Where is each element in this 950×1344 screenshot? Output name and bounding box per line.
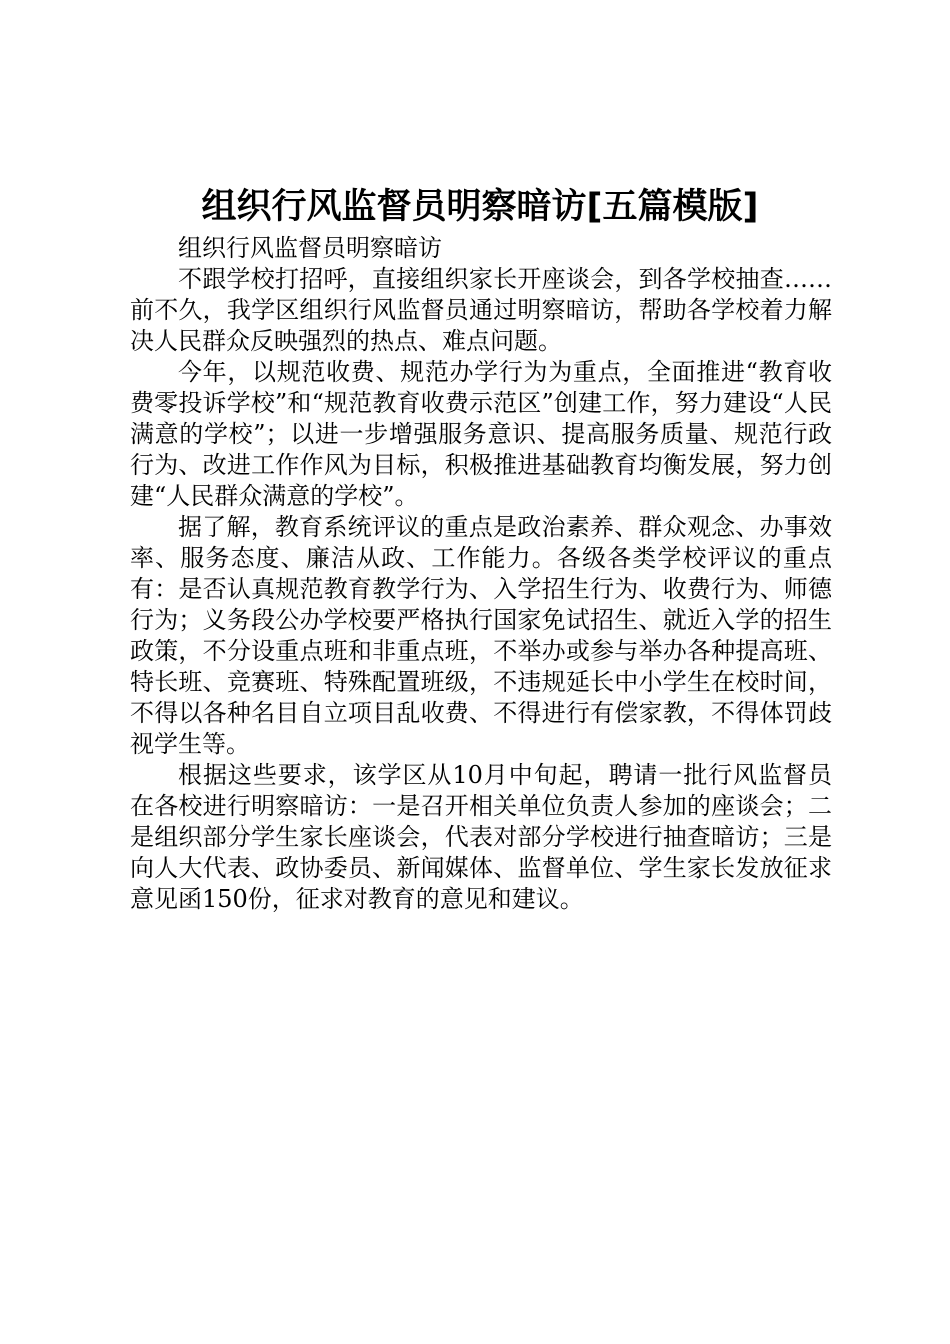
document-title: 组织行风监督员明察暗访[五篇模版] [201, 187, 759, 227]
document-body [130, 233, 832, 915]
body-paragraph: 根据这些要求，该学区从10月中旬起，聘请一批行风监督员在各校进行明察暗访：一是召开相关单位负责人参加的座谈会；二是组织部分学生家长座谈会，代表对部分学校进行抽查暗访；三是向人大代表、政协委员、新闻媒体、监督单位、学生家长发放征求意见函150份，征求对教育的意见和建议。 [130, 761, 832, 913]
subtitle-paragraph: 组织行风监督员明察暗访 [178, 234, 442, 262]
body-paragraph: 今年，以规范收费、规范办学行为为重点，全面推进“教育收费零投诉学校”和“规范教育收费示范区”创建工作，努力建设“人民满意的学校”；以进一步增强服务意识、提高服务质量、规范行政行为、改进工作作风为目标，积极推进基础教育均衡发展，努力创建“人民群众满意的学校”。 [130, 358, 832, 510]
body-paragraph: 不跟学校打招呼，直接组织家长开座谈会，到各学校抽查……前不久，我学区组织行风监督员通过明察暗访，帮助各学校着力解决人民群众反映强烈的热点、难点问题。 [130, 265, 832, 355]
body-paragraph: 据了解，教育系统评议的重点是政治素养、群众观念、办事效率、服务态度、廉洁从政、工作能力。各级各类学校评议的重点有：是否认真规范教育教学行为、入学招生行为、收费行为、师德行为；义务段公办学校要严格执行国家免试招生、就近入学的招生政策，不分设重点班和非重点班，不举办或参与举办各种提高班、特长班、竞赛班、特殊配置班级，不违规延长中小学生在校时间，不得以各种名目自立项目乱收费、不得进行有偿家教，不得体罚歧视学生等。 [130, 513, 832, 758]
